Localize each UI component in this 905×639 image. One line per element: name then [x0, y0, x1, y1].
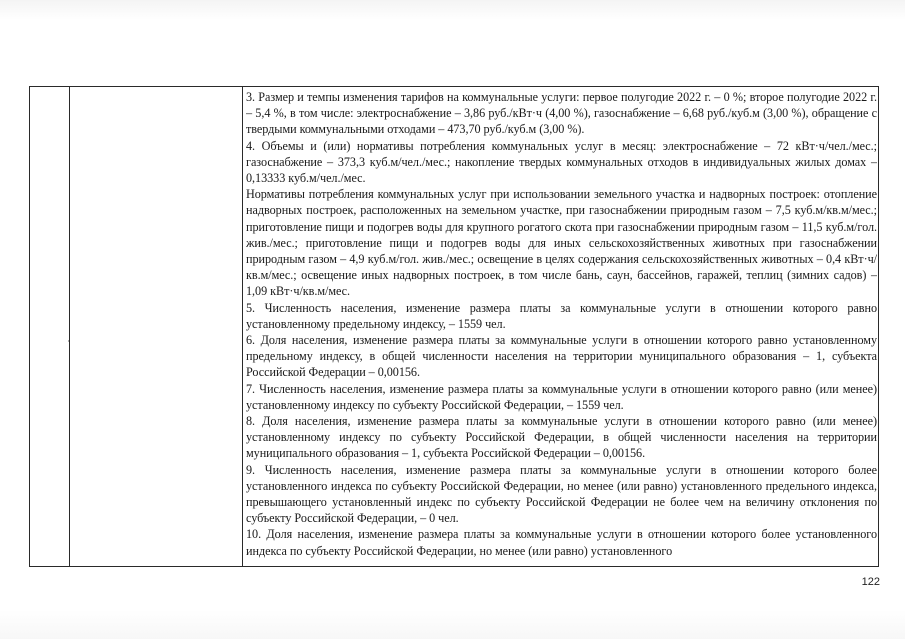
document-table — [29, 86, 879, 567]
paragraph-population-share-regional-index: 8. Доля населения, изменение размера платы за коммунальные услуги в отношении которого равно (или менее) установленному индексу по субъекту Российской Федерации, в общей численности населения на территории муниципального образования – 1, субъекта Российской Федерации – 0,00156. — [246, 414, 877, 461]
table-cell-content — [246, 89, 877, 565]
paragraph-population-count-above-index: 9. Численность населения, изменение размера платы за коммунальные услуги в отношении которого более установленного индекса по субъекту Российской Федерации, но менее (или равно) установленного предельного индекса, превышающего установленный индекс по субъекту Российской Федерации не более чем на величину отклонения по субъекту Российской Федерации, – 0 чел. — [246, 462, 877, 526]
paragraph-population-share-limit-index: 6. Доля населения, изменение размера платы за коммунальные услуги в отношении которого равно установленному предельному индексу, в общей численности населения на территории муниципального образования – 1, субъекта Российской Федерации – 0,00156. — [246, 333, 877, 380]
paragraph-consumption-volumes: 4. Объемы и (или) нормативы потребления коммунальных услуг в месяц: электроснабжение – 72 кВт·ч/чел./мес.; газоснабжение – 373,3 куб.м/чел./мес.; накопление твердых коммунальных отходов в индивидуальных жилых домах – 0,13333 куб.м/чел./мес. — [246, 138, 877, 186]
paragraph-population-count-regional-index: 7. Численность населения, изменение размера платы за коммунальные услуги в отношении которого равно (или менее) установленному индексу по субъекту Российской Федерации, – 1559 чел. — [246, 381, 877, 412]
paragraph-tariffs: 3. Размер и темпы изменения тарифов на коммунальные услуги: первое полугодие 2022 г. – 0 %; второе полугодие 2022 г. – 5,4 %, в том числе: электроснабжение – 3,86 руб./кВт·ч (4,00 %), газоснабжение – 6,68 руб./куб.м (3,00 %), обращение с твердыми коммунальными отходами – 473,70 руб./куб.м (3,00 %). — [246, 90, 877, 137]
column-divider-1 — [69, 87, 70, 566]
column-divider-2 — [242, 87, 243, 566]
paragraph-land-plot-norms: Нормативы потребления коммунальных услуг при использовании земельного участка и надворных построек: отопление надворных построек, расположенных на земельном участке, при газоснабжении природным газом – 7,5 куб.м/кв.м/мес.; приготовление пищи и подогрев воды для крупного рогатого скота при газоснабжении природным газом – 11,5 куб.м/гол. жив./мес.; приготовление пищи и подогрев воды для иных сельскохозяйственных животных при газоснабжении природным газом – 4,9 куб.м/гол. жив./мес.; освещение в целях содержания сельскохозяйственных животных – 0,4 кВт·ч/кв.м/мес.; освещение иных надворных построек, в том числе бань, саун, бассейнов, гаражей, теплиц (зимних садов) – 1,09 кВт·ч/кв.м/мес. — [246, 187, 877, 299]
paragraph-population-share-above-index: 10. Доля населения, изменение размера платы за коммунальные услуги в отношении которого более установленного индекса по субъекту Российской Федерации, но менее (или равно) установленного — [246, 527, 877, 558]
page-number: 122 — [861, 576, 880, 588]
paragraph-population-count-limit-index: 5. Численность населения, изменение размера платы за коммунальные услуги в отношении которого равно установленному предельному индексу, – 1559 чел. — [246, 300, 877, 331]
